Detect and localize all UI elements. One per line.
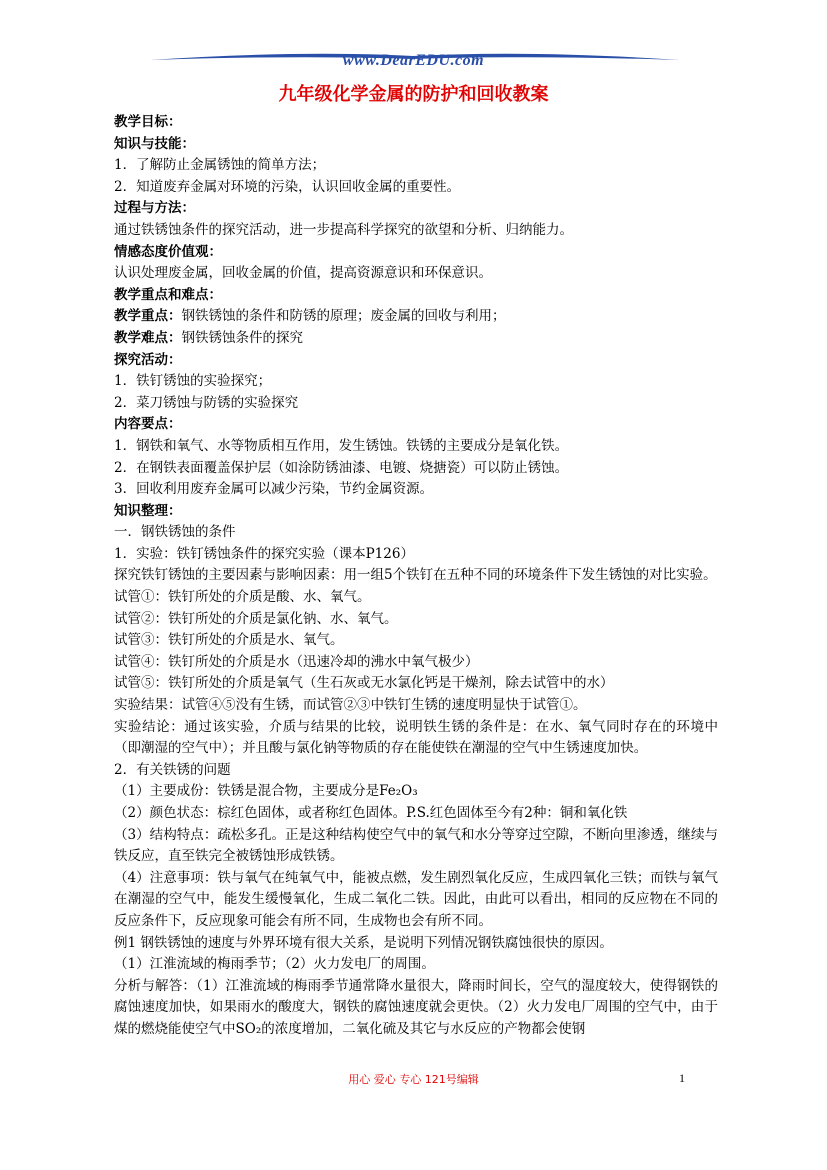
- text-line: 试管③：铁钉所处的介质是水、氧气。: [114, 632, 344, 649]
- text-line: 试管②：铁钉所处的介质是氯化钠、水、氧气。: [114, 610, 398, 627]
- text-line: 例1 钢铁锈蚀的速度与外界环境有很大关系，是说明下列情况钢铁腐蚀很快的原因。: [114, 934, 613, 951]
- text-line: 3．回收利用废弃金属可以减少污染，节约金属资源。: [114, 481, 434, 498]
- section-heading: 教学重点和难点：: [114, 286, 222, 303]
- text-line: 2．有关铁锈的问题: [114, 761, 231, 778]
- text-line: 认识处理废金属，回收金属的价值，提高资源意识和环保意识。: [114, 265, 492, 282]
- chemical-formula: Fe₂O₃: [379, 783, 418, 800]
- text-paragraph: 分析与解答：（1）江淮流域的梅雨季节通常降水量很大，降雨时间长，空气的湿度较大，使得钢铁的腐蚀速度加快，如果雨水的酸度大，钢铁的腐蚀速度就会更快。（2）火力发电厂周围的空气中，由于煤的燃烧能使空气中SO₂的浓度增加，二氧化硫及其它与水反应的产物都会使钢: [114, 977, 718, 1037]
- section-heading: 内容要点：: [114, 416, 182, 433]
- inline-text: （1）主要成份：铁锈是混合物，主要成分是: [114, 783, 380, 800]
- text-line: 2．在钢铁表面覆盖保护层（如涂防锈油漆、电镀、烧搪瓷）可以防止锈蚀。: [114, 459, 569, 476]
- section-heading: 知识与技能：: [114, 135, 195, 152]
- text-line: 试管⑤：铁钉所处的介质是氧气（生石灰或无水氯化钙是干燥剂，除去试管中的水）: [114, 675, 614, 692]
- text-paragraph: 探究铁钉锈蚀的主要因素与影响因素：用一组5个铁钉在五种不同的环境条件下发生锈蚀的对比实验。: [114, 567, 717, 584]
- text-line: 通过铁锈蚀条件的探究活动，进一步提高科学探究的欲望和分析、归纳能力。: [114, 221, 573, 238]
- inline-label: 教学重点：: [114, 308, 182, 325]
- text-line: 1．实验：铁钉锈蚀条件的探究实验（课本P126）: [114, 545, 414, 562]
- site-url[interactable]: www.DearEDU.com: [342, 52, 485, 69]
- text-line: [114, 781, 718, 803]
- document-title: 九年级化学金属的防护和回收教案: [278, 84, 549, 105]
- inline-text: 钢铁锈蚀条件的探究: [181, 329, 303, 346]
- text-line: [114, 306, 718, 328]
- section-heading: 探究活动：: [114, 351, 182, 368]
- text-line: 实验结果：试管④⑤没有生锈，而试管②③中铁钉生锈的速度明显快于试管①。: [114, 697, 587, 714]
- text-line: 1．了解防止金属锈蚀的简单方法；: [114, 157, 326, 174]
- text-line: 1．钢铁和氧气、水等物质相互作用，发生锈蚀。铁锈的主要成分是氧化铁。: [114, 437, 569, 454]
- footer-slogan: 用心 爱心 专心 121号编辑: [348, 1073, 479, 1086]
- text-line: （2）颜色状态：棕红色固体，或者称红色固体。P.S.红色固体至今有2种：铜和氧化铁: [114, 805, 628, 821]
- section-heading: 情感态度价值观：: [114, 243, 222, 260]
- document-body: [114, 112, 718, 1041]
- text-line: 2．知道废弃金属对环境的污染，认识回收金属的重要性。: [114, 178, 461, 195]
- text-line: （1）江淮流域的梅雨季节；（2）火力发电厂的周围。: [114, 956, 435, 973]
- text-paragraph: （4）注意事项：铁与氧气在纯氧气中，能被点燃，发生剧烈氧化反应，生成四氧化三铁；而铁与氧气在潮湿的空气中，能发生缓慢氧化，生成二氧化二铁。因此，由此可以看出，相同的反应物在不同的反应条件下，反应现象可能会有所不同，生成物也会有所不同。: [114, 869, 718, 929]
- text-line: 2．菜刀锈蚀与防锈的实验探究: [114, 394, 299, 411]
- text-line: 试管①：铁钉所处的介质是酸、水、氧气。: [114, 589, 371, 606]
- section-heading: 教学目标：: [114, 114, 182, 130]
- text-line: [114, 328, 718, 350]
- inline-label: 教学难点：: [114, 329, 182, 346]
- text-line: 试管④：铁钉所处的介质是水（迅速冷却的沸水中氧气极少）: [114, 653, 479, 670]
- site-header: [0, 48, 827, 78]
- text-line: 一．钢铁锈蚀的条件: [114, 524, 236, 541]
- section-heading: 过程与方法：: [114, 200, 195, 217]
- page-number: 1: [679, 1071, 685, 1085]
- text-line: 1．铁钉锈蚀的实验探究；: [114, 373, 272, 390]
- text-paragraph: （3）结构特点：疏松多孔。正是这种结构使空气中的氧气和水分等穿过空隙，不断向里渗透，继续与铁反应，直至铁完全被锈蚀形成铁锈。: [114, 826, 718, 865]
- inline-text: 钢铁锈蚀的条件和防锈的原理；废金属的回收与利用；: [181, 308, 506, 325]
- text-paragraph: 实验结论：通过该实验，介质与结果的比较，说明铁生锈的条件是：在水、氧气同时存在的环境中（即潮湿的空气中）；并且酸与氯化钠等物质的存在能使铁在潮湿的空气中生锈速度加快。: [114, 718, 718, 757]
- section-heading: 知识整理：: [114, 502, 182, 519]
